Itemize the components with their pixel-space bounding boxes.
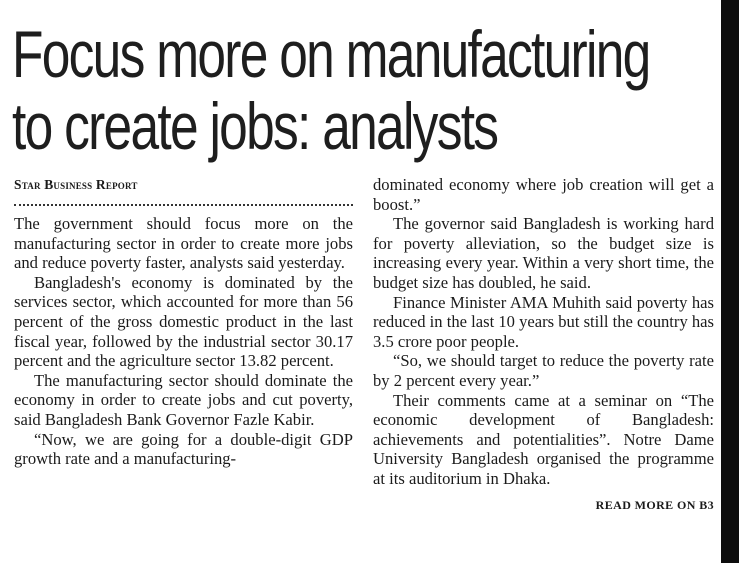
read-more-link[interactable]: READ MORE ON B3 — [595, 497, 714, 512]
article-headline — [12, 17, 650, 163]
byline-divider — [14, 194, 353, 206]
page-edge-shadow — [721, 0, 739, 563]
paragraph: “So, we should target to reduce the poverty rate by 2 percent every year.” — [373, 351, 714, 390]
headline-line-1: Focus more on manufacturing — [12, 17, 650, 91]
byline: Star Business Report — [14, 177, 138, 192]
paragraph: The manufacturing sector should dominate the economy in order to create jobs and cut poverty, said Bangladesh Bank Governor Fazle Kabir. — [14, 370, 353, 429]
article-column-left — [14, 175, 353, 469]
article-column-right — [373, 175, 714, 515]
paragraph: The governor said Bangladesh is working hard for poverty alleviation, so the budget size is increasing every year. Within a very short time, the budget size has doubled, he said. — [373, 214, 714, 292]
paragraph: Bangladesh's economy is dominated by the services sector, which accounted for more than 56 percent of the gross domestic product in the last fiscal year, followed by the industrial sector 30.17 percent and the agriculture sector 13.82 percent. — [14, 272, 353, 371]
paragraph: dominated economy where job creation will get a boost.” — [373, 175, 714, 214]
paragraph: Their comments came at a seminar on “The economic development of Bangladesh: achievements and potentialities”. Notre Dame University Bangladesh organised the programme at its auditorium in Dhaka. — [373, 390, 714, 488]
paragraph: “Now, we are going for a double-digit GDP growth rate and a manufacturing- — [14, 429, 353, 469]
headline-line-2: to create jobs: analysts — [12, 89, 498, 163]
paragraph: The government should focus more on the manufacturing sector in order to create more jobs and reduce poverty faster, analysts said yesterday. — [14, 214, 353, 273]
paragraph: Finance Minister AMA Muhith said poverty has reduced in the last 10 years but still the country has 3.5 crore poor people. — [373, 292, 715, 351]
